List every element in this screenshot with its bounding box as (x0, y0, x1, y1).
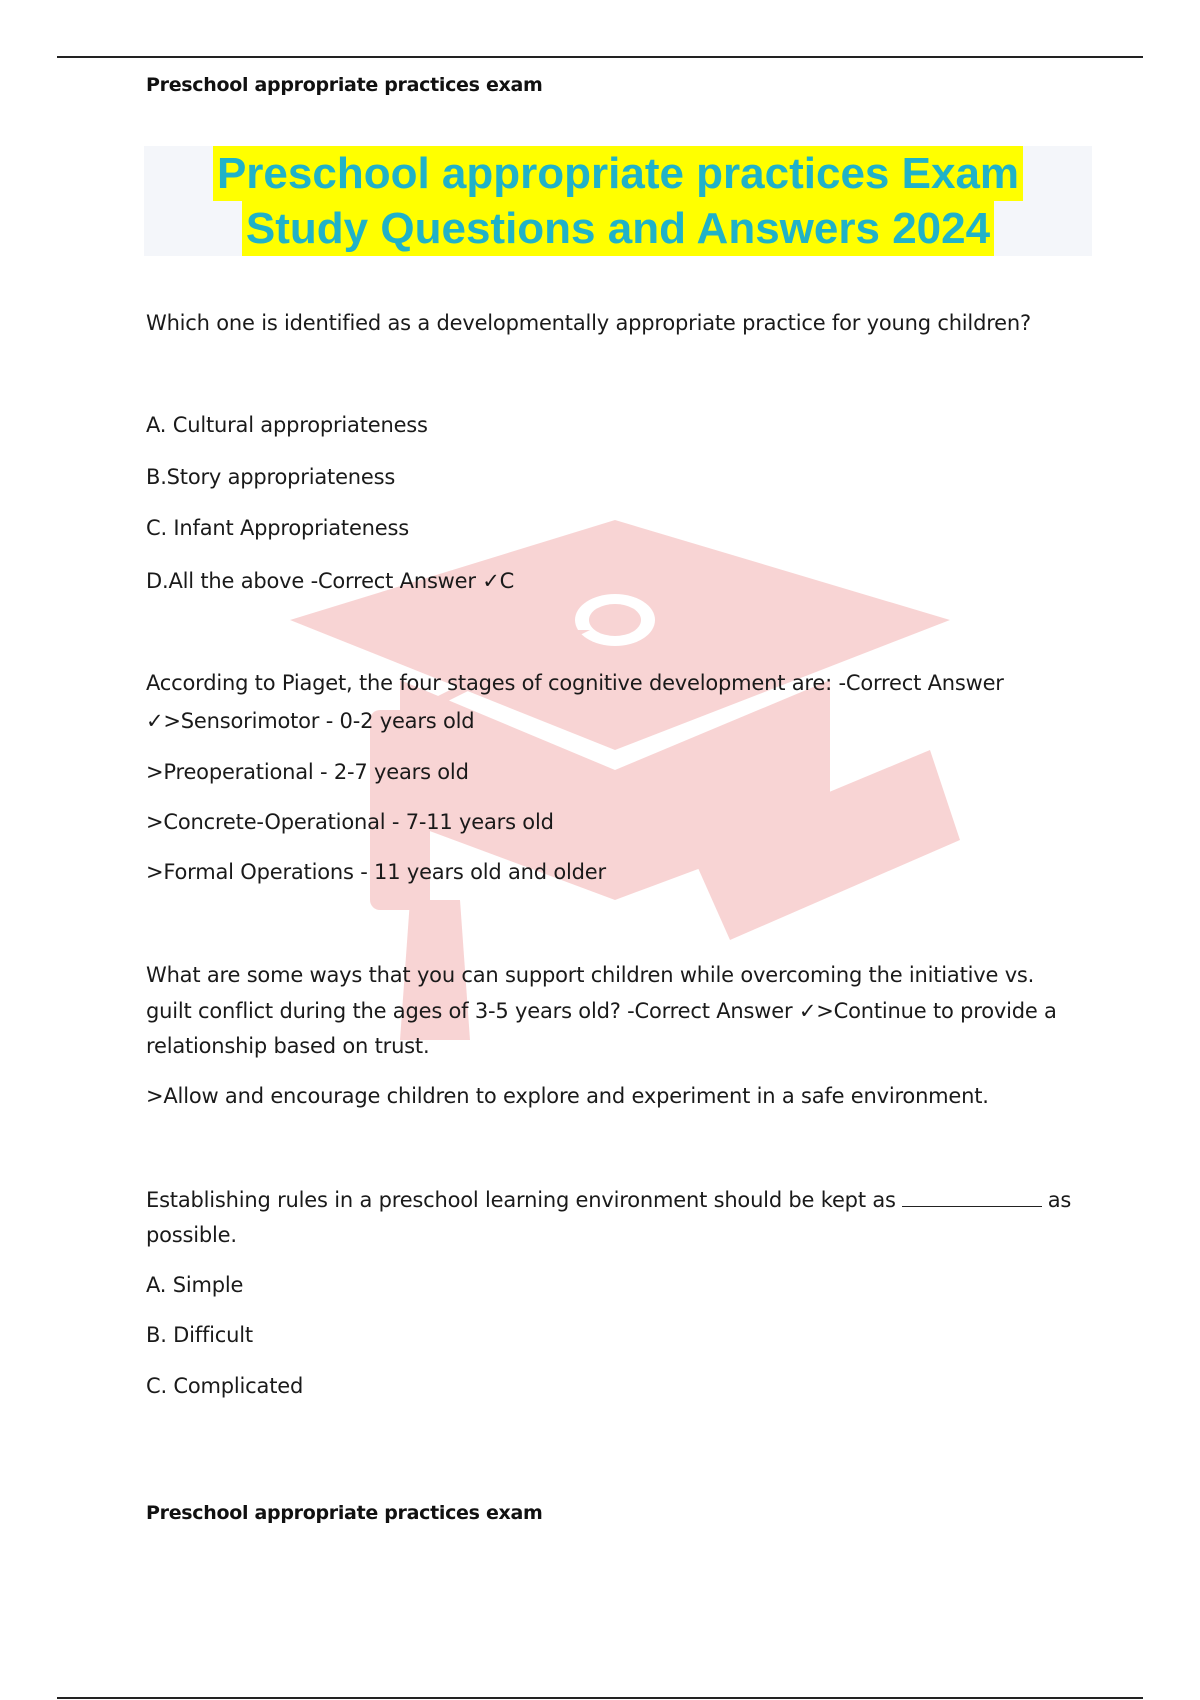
q1-option-c: C. Infant Appropriateness (146, 516, 409, 540)
question-3-line-2: guilt conflict during the ages of 3-5 years old? -Correct Answer ✓>Continue to provide a (146, 999, 1057, 1023)
q2-stage-concrete: >Concrete-Operational - 7-11 years old (146, 810, 554, 834)
q4-option-b: B. Difficult (146, 1323, 253, 1347)
question-4-line-2: possible. (146, 1223, 237, 1247)
q1-option-b: B.Story appropriateness (146, 465, 396, 489)
q4-text-end: as (1047, 1188, 1072, 1212)
question-4-line-1 (146, 1182, 1096, 1218)
question-3-line-3: relationship based on trust. (146, 1034, 430, 1058)
title-line-2: Study Questions and Answers 2024 (242, 201, 994, 256)
q4-option-c: C. Complicated (146, 1374, 304, 1398)
running-header: Preschool appropriate practices exam (146, 74, 543, 96)
q1-option-a: A. Cultural appropriateness (146, 413, 428, 437)
running-footer: Preschool appropriate practices exam (146, 1502, 543, 1524)
q1-option-d: D.All the above -Correct Answer ✓C (146, 569, 515, 593)
question-1-text: Which one is identified as a developmentally appropriate practice for young children? (146, 311, 1031, 335)
question-2-line-2: ✓>Sensorimotor - 0-2 years old (146, 709, 475, 733)
q4-text-start: Establishing rules in a preschool learning environment should be kept as (146, 1188, 896, 1212)
fill-in-blank (902, 1184, 1042, 1207)
document-title (144, 146, 1092, 256)
bottom-rule (57, 1697, 1143, 1699)
top-rule (57, 56, 1143, 58)
q2-stage-formal: >Formal Operations - 11 years old and older (146, 860, 606, 884)
question-2-line-1: According to Piaget, the four stages of cognitive development are: -Correct Answer (146, 671, 1004, 695)
question-3-line-4: >Allow and encourage children to explore and experiment in a safe environment. (146, 1084, 989, 1108)
question-3-line-1: What are some ways that you can support children while overcoming the initiative vs. (146, 963, 1035, 987)
q4-option-a: A. Simple (146, 1273, 244, 1297)
q2-stage-preoperational: >Preoperational - 2-7 years old (146, 760, 469, 784)
title-line-1: Preschool appropriate practices Exam (213, 146, 1023, 201)
